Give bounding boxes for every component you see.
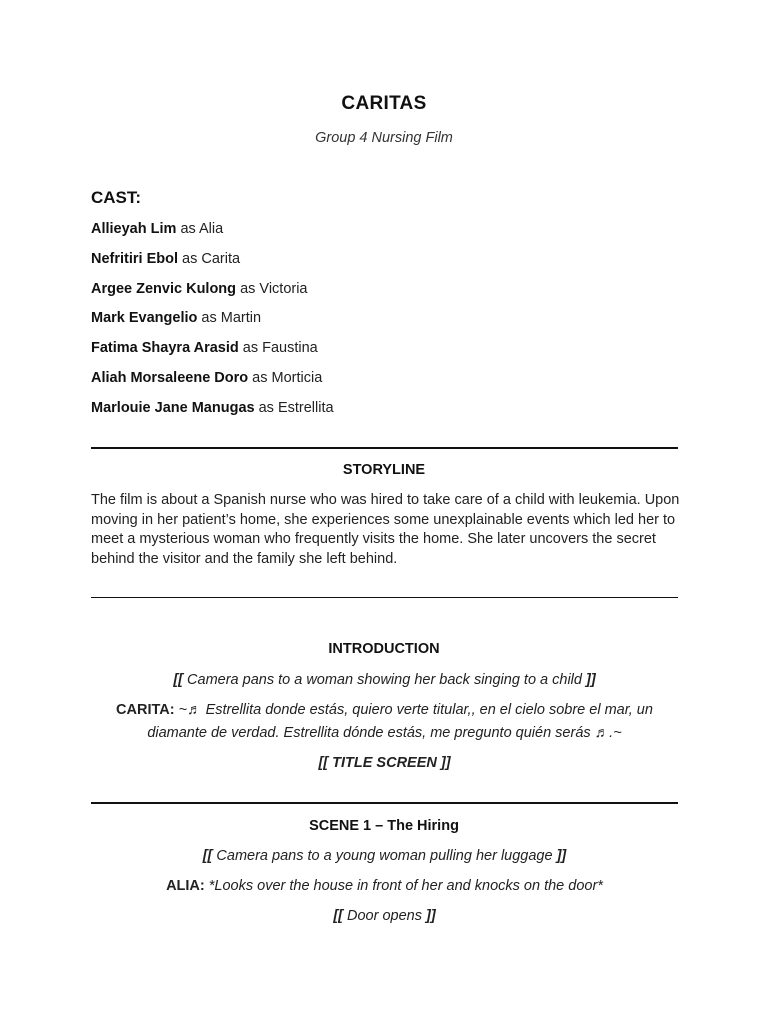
actor-name: Allieyah Lim [91, 221, 177, 237]
cast-member [91, 399, 334, 429]
role-name: as Victoria [240, 280, 308, 297]
actor-name: Argee Zenvic Kulong [91, 280, 237, 297]
direction-text: Camera pans to a woman showing her back singing to a child [183, 672, 586, 688]
speaker-name: ALIA: [166, 878, 205, 894]
cast-member [91, 369, 334, 399]
speaker-name: CARITA: [116, 702, 175, 718]
scene1-heading: SCENE 1 – The Hiring [309, 818, 459, 834]
document-title: CARITAS [341, 93, 427, 114]
actor-name: Fatima Shayra Arasid [91, 340, 239, 357]
stage-direction [91, 905, 678, 928]
cast-member [91, 309, 334, 339]
role-name: as Faustina [242, 340, 318, 357]
direction-text: Door opens [342, 908, 427, 924]
direction-text: Camera pans to a young woman pulling her luggage [212, 848, 557, 864]
cast-member [91, 250, 334, 280]
actor-name: Nefritiri Ebol [91, 250, 179, 267]
actor-name: Mark Evangelio [91, 310, 198, 327]
cast-member [91, 339, 334, 369]
dialogue-line [91, 875, 678, 898]
role-name: as Estrellita [258, 399, 334, 416]
dialogue-text: *Looks over the house in front of her and knocks on the door* [204, 878, 603, 894]
role-name: as Martin [201, 310, 262, 327]
dialogue-line [91, 699, 678, 745]
bracket-open: [[ [173, 672, 183, 688]
section-divider [91, 802, 678, 804]
role-name: as Carita [182, 250, 241, 267]
role-name: as Morticia [252, 369, 323, 386]
cast-heading: CAST: [91, 188, 142, 207]
bracket-close: ]] [586, 672, 596, 688]
storyline-paragraph: The film is about a Spanish nurse who was hired to take care of a child with leukemia. Upon moving in her patient’s home, she experiences some unexplainable events which led her to meet a mysterious woman who frequently visits the home. She later uncovers the secret behind the visitor and the family she left behind. [91, 492, 680, 567]
section-divider [91, 447, 678, 449]
document-subtitle: Group 4 Nursing Film [315, 130, 453, 146]
bracket-open: [[ [202, 848, 213, 864]
dialogue-text: ~♬ Estrellita donde estás, quiero verte titular,, en el cielo sobre el mar, un diamante de verdad. Estrellita dónde estás, me pregunto quién serás ♬.~ [147, 702, 653, 741]
cast-member [91, 220, 334, 250]
cast-member [91, 280, 334, 310]
bracket-close: ]] [556, 848, 567, 864]
introduction-heading: INTRODUCTION [328, 641, 440, 657]
stage-direction [91, 845, 678, 868]
section-divider [91, 597, 678, 598]
actor-name: Marlouie Jane Manugas [91, 399, 255, 416]
role-name: as Alia [180, 221, 224, 237]
bracket-close: ]] [426, 908, 436, 924]
actor-name: Aliah Morsaleene Doro [91, 369, 249, 386]
cast-list [91, 220, 334, 429]
storyline-heading: STORYLINE [342, 462, 426, 478]
stage-direction [91, 669, 678, 692]
title-screen-direction: [[ TITLE SCREEN ]] [318, 755, 451, 771]
bracket-open: [[ [333, 908, 343, 924]
